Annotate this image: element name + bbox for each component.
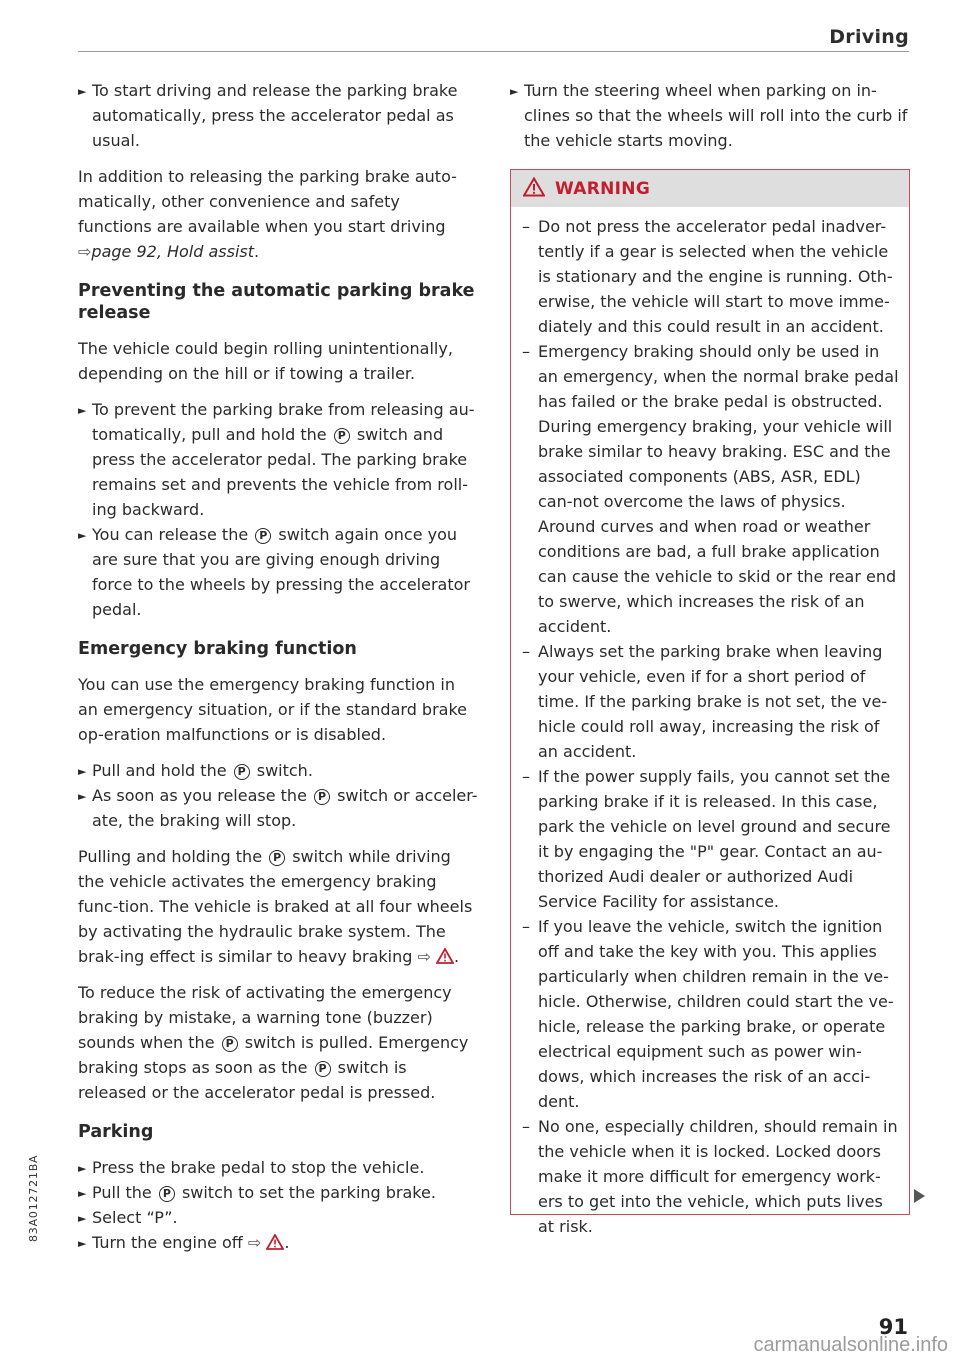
list-item: ► Turn the engine off ⇨ . — [78, 1230, 478, 1255]
parking-brake-switch-icon: P — [234, 764, 250, 780]
list-item: ► Pull the P switch to set the parking brake. — [78, 1180, 478, 1205]
page-number: 91 — [878, 1315, 908, 1339]
right-column — [510, 78, 910, 153]
warning-item: – Emergency braking should only be used in an emergency, when the normal brake pedal has failed or the brake pedal is obstructed. During emergency braking, your vehicle will brake similar to heavy braking. ESC and the associated components (ABS, ASR, EDL) can-not overcome the laws of physics. Around curves and when road or weather conditions are bad, a full brake application can cause the vehicle to skid or the rear end to swerve, which increases the risk of an accident. — [522, 342, 899, 636]
step-arrow-icon: ► — [78, 790, 87, 803]
warning-triangle-icon[interactable] — [266, 1232, 284, 1248]
warning-item: – If you leave the vehicle, switch the ignition off and take the key with you. This applies particularly when children remain in the ve-hicle. Otherwise, children could start the ve-hicle, release the parking brake, or operate electrical equipment such as power win-dows, which increases the risk of an acci-dent. — [522, 917, 894, 1111]
list-item: ► As soon as you release the P switch or acceler-ate, the braking will stop. — [78, 786, 478, 830]
warning-item: – If the power supply fails, you cannot set the parking brake if it is released. In this case, park the vehicle on level ground and secure it by engaging the "P" gear. Contact an au-thorized Audi dealer or authorized Audi Service Facility for assistance. — [522, 767, 891, 911]
section-heading: Parking — [78, 1122, 154, 1142]
page-header-title: Driving — [829, 26, 909, 48]
parking-brake-switch-icon: P — [315, 1061, 331, 1077]
parking-brake-switch-icon: P — [159, 1186, 175, 1202]
warning-triangle-icon[interactable] — [436, 946, 454, 962]
parking-brake-switch-icon: P — [255, 528, 271, 544]
parking-brake-switch-icon: P — [222, 1036, 238, 1052]
parking-brake-switch-icon: P — [269, 850, 285, 866]
section-heading: Emergency braking function — [78, 639, 357, 659]
warning-box — [510, 169, 910, 1236]
step-arrow-icon: ► — [78, 1212, 87, 1225]
paragraph: The vehicle could begin rolling unintentionally, depending on the hill or if towing a trailer. — [78, 339, 453, 383]
list-item: ► Press the brake pedal to stop the vehicle. — [78, 1155, 478, 1180]
step-arrow-icon: ► — [78, 1237, 87, 1250]
left-column — [78, 78, 478, 1266]
parking-brake-switch-icon: P — [334, 428, 350, 444]
paragraph: In addition to releasing the parking brake auto-matically, other convenience and safety functions are available when you start driving ⇨page 92, Hold assist. — [78, 167, 457, 261]
continue-arrow-icon — [914, 1189, 925, 1203]
warning-item: – Always set the parking brake when leaving your vehicle, even if for a short period of time. If the parking brake is not set, the ve-hicle could roll away, increasing the risk of an accident. — [522, 642, 888, 761]
step-arrow-icon: ► — [78, 1187, 87, 1200]
warning-header — [511, 170, 909, 207]
step-arrow-icon: ► — [78, 1162, 87, 1175]
warning-item: – No one, especially children, should remain in the vehicle when it is locked. Locked doors make it more difficult for emergency work-ers to get into the vehicle, which puts lives at risk. — [522, 1117, 898, 1236]
warning-item: – Do not press the accelerator pedal inadver-tently if a gear is selected when the vehicle is stationary and the engine is running. Oth-erwise, the vehicle will start to move imme-diately and this could result in an accident. — [522, 217, 893, 336]
cross-reference-link[interactable]: page 92, Hold assist — [91, 242, 255, 261]
list-item: ► To start driving and release the parking brake automatically, press the accelerator pedal as usual. — [78, 81, 458, 150]
list-item: ► You can release the P switch again once you are sure that you are giving enough driving force to the wheels by pressing the accelerator pedal. — [78, 525, 470, 619]
header-divider — [78, 51, 909, 52]
list-item: ► Pull and hold the P switch. — [78, 758, 478, 783]
step-arrow-icon: ► — [78, 404, 87, 417]
paragraph: To reduce the risk of activating the emergency braking by mistake, a warning tone (buzzer) sounds when the P switch is pulled. Emergency braking stops as soon as the P switch is released or the accelerator pedal is pressed. — [78, 983, 469, 1102]
step-arrow-icon: ► — [78, 529, 87, 542]
step-arrow-icon: ► — [510, 85, 519, 98]
warning-triangle-icon — [523, 177, 545, 201]
parking-brake-switch-icon: P — [314, 789, 330, 805]
list-item: ► To prevent the parking brake from releasing au-tomatically, pull and hold the P switch and press the accelerator pedal. The parking brake remains set and prevents the vehicle from roll-ing backward. — [78, 400, 475, 519]
list-item: ► Select “P”. — [78, 1205, 478, 1230]
warning-list — [511, 207, 909, 1239]
cross-reference-arrow-icon: ⇨ — [247, 1233, 262, 1252]
paragraph: You can use the emergency braking function in an emergency situation, or if the standard brake op-eration malfunctions or is disabled. — [78, 675, 468, 744]
warning-title: WARNING — [555, 178, 651, 199]
list-item: ► Turn the steering wheel when parking on in-clines so that the wheels will roll into the curb if the vehicle starts moving. — [510, 81, 908, 150]
cross-reference-arrow-icon: ⇨ — [78, 242, 92, 261]
section-heading: Preventing the automatic parking brake release — [78, 281, 475, 323]
step-arrow-icon: ► — [78, 765, 87, 778]
cross-reference-arrow-icon: ⇨ — [417, 947, 431, 966]
watermark: carmanualsonline.info — [753, 1334, 948, 1356]
paragraph: Pulling and holding the P switch while driving the vehicle activates the emergency braking func-tion. The vehicle is braked at all four wheels by activating the hydraulic brake system. The brak-ing effect is similar to heavy braking ⇨ . — [78, 847, 473, 966]
step-arrow-icon: ► — [78, 85, 87, 98]
